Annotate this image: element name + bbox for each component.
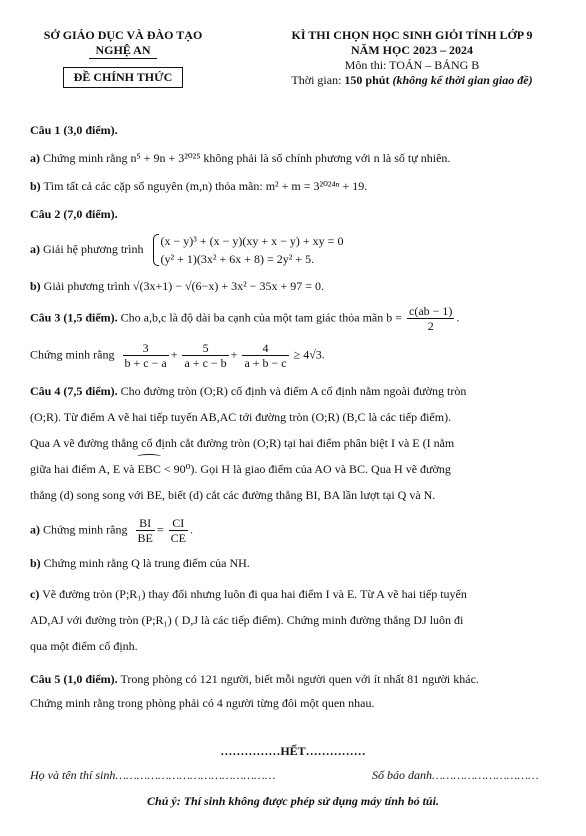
q3-f1 bbox=[123, 341, 169, 370]
q4-text3: Qua A vẽ đường thẳng cố định cắt đường tròn (O;R) tại hai điểm phân biệt I và E (I nằm bbox=[30, 436, 455, 450]
official-stamp: ĐỀ CHÍNH THỨC bbox=[63, 67, 184, 88]
end-marker: ……………HẾT…………… bbox=[220, 744, 366, 758]
q3-f1-num: 3 bbox=[123, 341, 169, 356]
q3-f2-num: 5 bbox=[182, 341, 228, 356]
question-2b bbox=[30, 276, 562, 296]
header-right bbox=[252, 28, 572, 88]
q4-text5: thẳng (d) song song với BE, biết (d) cắt các đường thẳng BI, BA lần lượt tại Q và N. bbox=[30, 488, 436, 502]
q2b-text: Giải phương trình bbox=[43, 279, 130, 293]
school-year: NĂM HỌC 2023 – 2024 bbox=[351, 43, 473, 57]
q4c-text3: qua một điểm cố định. bbox=[30, 639, 138, 653]
question-4c bbox=[30, 581, 562, 659]
equation-system bbox=[151, 232, 344, 268]
q1a-label: a) bbox=[30, 151, 40, 165]
q4a-f2-num: CI bbox=[169, 516, 188, 531]
q2a-eq2: (y² + 1)(3x² + 6x + 8) = 2y² + 5. bbox=[160, 252, 315, 266]
exam-title: KÌ THI CHỌN HỌC SINH GIỎI TỈNH LỚP 9 bbox=[291, 28, 533, 42]
question-3-title: Câu 3 (1,5 điểm). bbox=[30, 310, 118, 325]
q4a-label: a) bbox=[30, 522, 40, 537]
q4a-text: Chứng minh rằng bbox=[43, 522, 128, 537]
q5-text2: Chứng minh rằng trong phòng phải có 4 người từng đôi một quen nhau. bbox=[30, 696, 375, 710]
question-4b bbox=[30, 553, 562, 573]
q3-prove-text: Chứng minh rằng bbox=[30, 347, 115, 362]
q4c-label: c) bbox=[30, 587, 40, 601]
question-1b bbox=[30, 176, 562, 196]
q2b-label: b) bbox=[30, 279, 41, 293]
q3-f2 bbox=[182, 341, 228, 370]
q4a-f1-den: BE bbox=[137, 531, 153, 545]
q2a-text: Giải hệ phương trình bbox=[43, 241, 144, 256]
footer-note: Chú ý: Thí sinh không được phép sử dụng máy tính bỏ túi. bbox=[147, 794, 439, 808]
q4-text2: (O;R). Từ điểm A vẽ hai tiếp tuyến AB,AC tới đường tròn (O;R) (B,C là các tiếp điểm). bbox=[30, 410, 452, 424]
q4a-f2 bbox=[169, 516, 188, 545]
q3-f2-den: a + c − b bbox=[184, 356, 227, 370]
q3-f3-num: 4 bbox=[242, 341, 288, 356]
subject-line: Môn thi: TOÁN – BẢNG B bbox=[344, 58, 480, 72]
q3-frac-num: c(ab − 1) bbox=[409, 304, 453, 318]
exam-body bbox=[30, 118, 562, 715]
q3-rhs: ≥ 4√3. bbox=[293, 347, 325, 362]
header-left bbox=[18, 28, 228, 88]
question-5-title: Câu 5 (1,0 điểm). bbox=[30, 672, 118, 686]
q2a-eq1: (x − y)³ + (x − y)(xy + x − y) + xy = 0 bbox=[160, 234, 344, 248]
q4-text1: Cho đường tròn (O;R) cố định và điểm A cố định nằm ngoài đường tròn bbox=[120, 384, 467, 398]
department-name: SỞ GIÁO DỤC VÀ ĐÀO TẠO bbox=[43, 28, 203, 42]
q4a-f1-num: BI bbox=[136, 516, 155, 531]
q4c-text1: Vẽ đường tròn (P;R₁) thay đổi nhưng luôn đi qua hai điểm I và E. Từ A vẽ hai tiếp tuyến bbox=[42, 587, 467, 601]
q3-f1-den: b + c − a bbox=[124, 356, 167, 370]
province-name: NGHỆ AN bbox=[89, 43, 156, 59]
time-line bbox=[252, 73, 572, 88]
time-value: 150 phút bbox=[344, 73, 390, 87]
question-4 bbox=[30, 378, 562, 508]
question-4-title: Câu 4 (7,5 điểm). bbox=[30, 384, 118, 398]
question-4a: a) Chứng minh rằng $\frac{BI}{BE}$ = $\frac{CI}{CE}$ . bbox=[30, 516, 193, 545]
question-1-title: Câu 1 (3,0 điểm). bbox=[30, 123, 118, 137]
time-note: (không kể thời gian giao đề) bbox=[392, 73, 533, 87]
q1a-text: Chứng minh rằng n⁵ + 9n + 3²⁰²⁵ không phải là số chính phương với n là số tự nhiên. bbox=[43, 151, 451, 165]
q1b-text: Tìm tất cả các cặp số nguyên (m,n) thỏa mãn: m² + m = 3²⁰²⁴ⁿ + 19. bbox=[43, 179, 368, 193]
q4a-f2-den: CE bbox=[170, 531, 186, 545]
q3-text: Cho a,b,c là độ dài ba cạnh của một tam giác thỏa mãn b = bbox=[120, 310, 403, 325]
q2b-eq: √(3x+1) − √(6−x) + 3x² − 35x + 97 = 0. bbox=[132, 279, 324, 293]
q4b-text: Chứng minh rằng Q là trung điểm của NH. bbox=[43, 556, 250, 570]
q3-fraction bbox=[407, 304, 454, 333]
question-1a bbox=[30, 148, 562, 168]
candidate-id-line: Số báo danh………………………… bbox=[372, 768, 539, 782]
q4-text4b: < 90⁰). Gọi H là giao điểm của AO và BC. Qua H vẽ đường bbox=[160, 462, 451, 476]
q3-frac-den: 2 bbox=[427, 319, 434, 333]
q4-text4a: giữa hai điểm A, E và bbox=[30, 462, 138, 476]
q2a-label: a) bbox=[30, 241, 40, 256]
q4-arc: EBC bbox=[137, 456, 160, 482]
q3-f3 bbox=[242, 341, 288, 370]
question-2-title: Câu 2 (7,0 điểm). bbox=[30, 207, 118, 221]
q5-text1: Trong phòng có 121 người, biết mỗi người quen với ít nhất 81 người khác. bbox=[120, 672, 479, 686]
time-prefix: Thời gian: bbox=[291, 73, 345, 87]
q1b-label: b) bbox=[30, 179, 41, 193]
q3-f3-den: a + b − c bbox=[244, 356, 287, 370]
question-5 bbox=[30, 667, 562, 715]
q4c-text2: AD,AJ với đường tròn (P;R₁) ( D,J là các tiếp điểm). Chứng minh đường thẳng DJ luôn đi bbox=[30, 613, 464, 627]
q4a-f1 bbox=[136, 516, 155, 545]
question-3: Câu 3 (1,5 điểm). Cho a,b,c là độ dài ba cạnh của một tam giác thỏa mãn b = $\frac{c(ab - 1)}{2}$ . bbox=[30, 304, 460, 333]
question-2a bbox=[30, 232, 562, 268]
q4b-label: b) bbox=[30, 556, 41, 570]
candidate-name-line: Họ và tên thí sinh……………………………………… bbox=[30, 768, 276, 782]
question-3-prove: Chứng minh rằng $\frac{3}{b + c - a}$ + $\frac{5}{a + c - b}$ + $\frac{4}{a + b - c}$ ≥ 4√3. bbox=[30, 341, 325, 370]
